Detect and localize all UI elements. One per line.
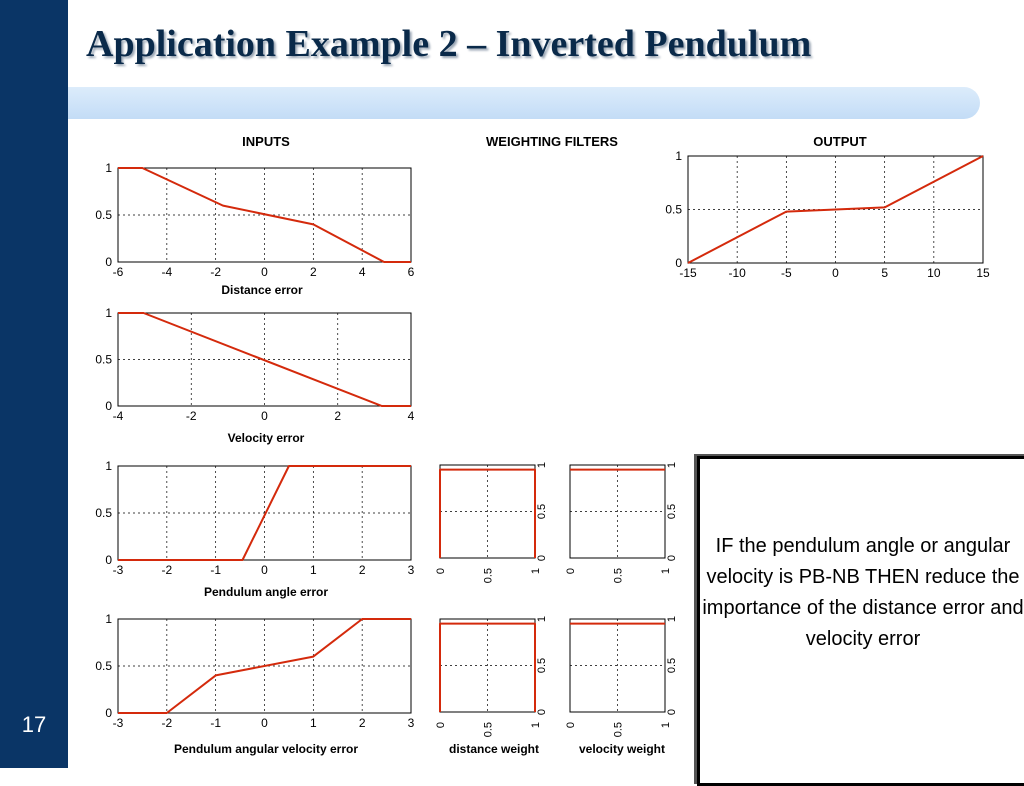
x-tick-label: -5 — [780, 266, 792, 280]
x-tick-label: 0.5 — [536, 503, 548, 520]
x-tick-label: 0 — [261, 265, 268, 279]
y-tick-label: 0.5 — [95, 208, 112, 222]
x-tick-label: 0 — [536, 708, 548, 716]
x-tick-label: 1 — [309, 716, 317, 730]
y-tick-label: 0 — [565, 722, 577, 729]
x-tick-label: -2 — [185, 409, 197, 423]
x-tick-label: 0 — [666, 554, 678, 562]
y-tick-label: 1 — [660, 722, 672, 729]
distance_error-plot — [95, 161, 414, 279]
y-tick-label: 0 — [435, 568, 447, 575]
rule-text-box — [697, 456, 1024, 786]
y-tick-label: 1 — [105, 161, 112, 175]
distance_weight_1-plot — [435, 462, 548, 583]
y-tick-label: 1 — [530, 722, 542, 729]
x-tick-label: 4 — [407, 409, 415, 423]
y-tick-label: 1 — [530, 568, 542, 575]
y-tick-label: 1 — [660, 568, 672, 575]
x-tick-label: 2 — [334, 409, 342, 423]
x-tick-label: 0 — [832, 266, 839, 280]
x-tick-label: -3 — [112, 563, 124, 577]
y-tick-label: 0 — [105, 553, 112, 567]
velocity_weight_2-plot — [565, 616, 678, 737]
y-tick-label: 1 — [105, 306, 112, 320]
x-tick-label: 0 — [261, 716, 268, 730]
x-tick-label: 1 — [536, 615, 548, 623]
x-tick-label: 10 — [927, 266, 941, 280]
pendulum-angular-velocity-error-caption: Pendulum angular velocity error — [173, 742, 359, 756]
y-tick-label: 0.5 — [95, 659, 112, 673]
velocity_weight_1-plot — [565, 462, 678, 583]
y-tick-label: 0 — [675, 256, 682, 270]
x-tick-label: 1 — [309, 563, 317, 577]
x-tick-label: 3 — [407, 716, 415, 730]
y-tick-label: 1 — [105, 459, 112, 473]
y-tick-label: 0.5 — [482, 722, 495, 738]
x-tick-label: -6 — [112, 265, 124, 279]
y-tick-label: 0 — [435, 722, 447, 729]
pendulum_angular_velocity_error-plot — [95, 612, 414, 730]
x-tick-label: -1 — [210, 563, 222, 577]
output-plot — [665, 149, 990, 280]
x-tick-label: 3 — [407, 563, 415, 577]
y-tick-label: 0.5 — [665, 202, 682, 217]
slide-number: 17 — [21, 712, 47, 737]
y-tick-label: 0 — [105, 255, 112, 269]
x-tick-label: 0.5 — [666, 503, 678, 520]
x-tick-label: -4 — [112, 409, 124, 423]
x-tick-label: -4 — [161, 265, 173, 279]
x-tick-label: 2 — [309, 265, 317, 279]
x-tick-label: 2 — [358, 716, 366, 730]
velocity-weight-caption: velocity weight — [578, 742, 666, 756]
y-tick-label: 0.5 — [612, 722, 625, 738]
x-tick-label: 0.5 — [666, 657, 678, 674]
y-tick-label: 0 — [105, 706, 112, 720]
pendulum_angle_error-plot — [95, 459, 414, 577]
x-tick-label: -2 — [161, 716, 173, 730]
x-tick-label: 0 — [261, 409, 268, 423]
x-tick-label: -15 — [679, 266, 697, 280]
y-tick-label: 0 — [565, 568, 577, 575]
x-tick-label: -10 — [728, 266, 746, 280]
x-tick-label: 6 — [407, 265, 415, 279]
x-tick-label: 0 — [536, 554, 548, 562]
x-tick-label: 1 — [536, 461, 548, 469]
x-tick-label: 0 — [666, 708, 678, 716]
x-tick-label: -3 — [112, 716, 124, 730]
velocity-error-caption: Velocity error — [227, 431, 305, 445]
slide-title: Application Example 2 – Inverted Pendulum — [86, 23, 812, 65]
y-tick-label: 0.5 — [612, 568, 625, 584]
weighting-filters-header: WEIGHTING FILTERS — [486, 134, 618, 149]
rule-text: IF the pendulum angle or angular velocity is PB-NB THEN reduce the importance of the distance error and velocity error — [702, 535, 1024, 650]
x-tick-label: 1 — [666, 461, 678, 469]
x-tick-label: -1 — [210, 716, 222, 730]
x-tick-label: -2 — [210, 265, 222, 279]
output-header: OUTPUT — [813, 134, 867, 149]
y-tick-label: 0.5 — [95, 506, 112, 520]
x-tick-label: 1 — [666, 615, 678, 623]
x-tick-label: -2 — [161, 563, 173, 577]
pendulum-angle-error-caption: Pendulum angle error — [203, 585, 329, 599]
y-tick-label: 0.5 — [95, 352, 112, 367]
distance-error-caption: Distance error — [221, 283, 303, 297]
x-tick-label: 4 — [358, 265, 366, 279]
y-tick-label: 1 — [675, 149, 682, 163]
x-tick-label: 15 — [976, 266, 990, 280]
x-tick-label: 5 — [881, 266, 889, 280]
x-tick-label: 0 — [261, 563, 268, 577]
distance_weight_2-plot — [435, 616, 548, 737]
velocity_error-plot — [95, 306, 414, 423]
x-tick-label: 0.5 — [536, 657, 548, 674]
y-tick-label: 0 — [105, 399, 112, 413]
y-tick-label: 1 — [105, 612, 112, 626]
x-tick-label: 2 — [358, 563, 366, 577]
y-tick-label: 0.5 — [482, 568, 495, 584]
inputs-header: INPUTS — [242, 134, 290, 149]
distance-weight-caption: distance weight — [448, 742, 540, 756]
